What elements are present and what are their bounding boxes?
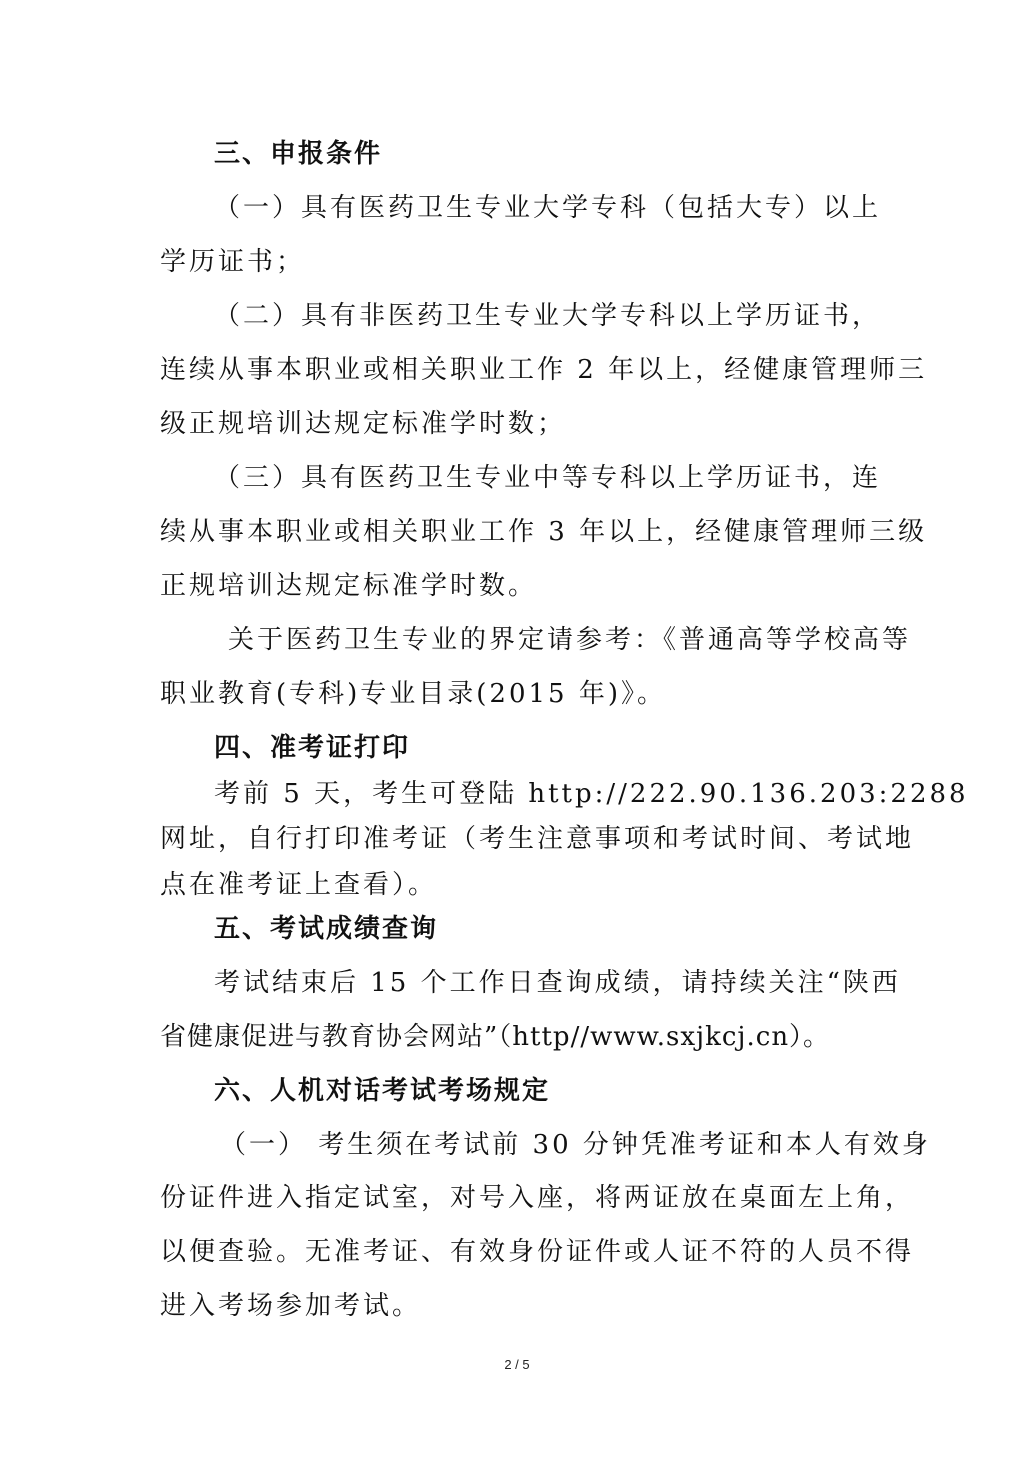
paragraph-line: （二）具有非医药卫生专业大学专科以上学历证书， <box>214 301 882 331</box>
paragraph-line: （一） 考生须在考试前 30 分钟凭准考证和本人有效身 <box>220 1130 931 1160</box>
section-heading-6: 六、人机对话考试考场规定 <box>214 1076 551 1106</box>
paragraph-line: （一）具有医药卫生专业大学专科（包括大专）以上 <box>214 193 882 223</box>
paragraph-line: 考试结束后 15 个工作日查询成绩，请持续关注“陕西 <box>214 968 901 998</box>
paragraph-line: 以便查验。无准考证、有效身份证件或人证不符的人员不得 <box>160 1237 915 1267</box>
paragraph-line: 关于医药卫生专业的界定请参考：《普通高等学校高等 <box>228 625 912 655</box>
paragraph-line: 点在准考证上查看）。 <box>160 870 438 900</box>
paragraph-line: 连续从事本职业或相关职业工作 2 年以上，经健康管理师三 <box>160 355 928 385</box>
paragraph-line: 正规培训达规定标准学时数。 <box>160 571 538 601</box>
paragraph-line: 职业教育(专科)专业目录(2015 年)》。 <box>160 679 667 709</box>
section-heading-5: 五、考试成绩查询 <box>214 914 439 944</box>
paragraph-line: （三）具有医药卫生专业中等专科以上学历证书，连 <box>214 463 882 493</box>
page-number: 2 / 5 <box>504 1357 530 1372</box>
paragraph-line: 级正规培训达规定标准学时数； <box>160 409 567 439</box>
paragraph-line: 学历证书； <box>160 247 306 277</box>
paragraph-line: 网址，自行打印准考证（考生注意事项和考试时间、考试地 <box>160 824 915 854</box>
section-heading-4: 四、准考证打印 <box>214 733 411 763</box>
paragraph-line: 进入考场参加考试。 <box>160 1291 422 1321</box>
paragraph-line: 考前 5 天，考生可登陆 http://222.90.136.203:2288 <box>214 779 969 809</box>
paragraph-line: 省健康促进与教育协会网站”（http//www.sxjkcj.cn）。 <box>160 1022 831 1052</box>
section-heading-3: 三、申报条件 <box>214 139 383 169</box>
paragraph-line: 续从事本职业或相关职业工作 3 年以上，经健康管理师三级 <box>160 517 928 547</box>
paragraph-line: 份证件进入指定试室，对号入座，将两证放在桌面左上角， <box>160 1183 915 1213</box>
